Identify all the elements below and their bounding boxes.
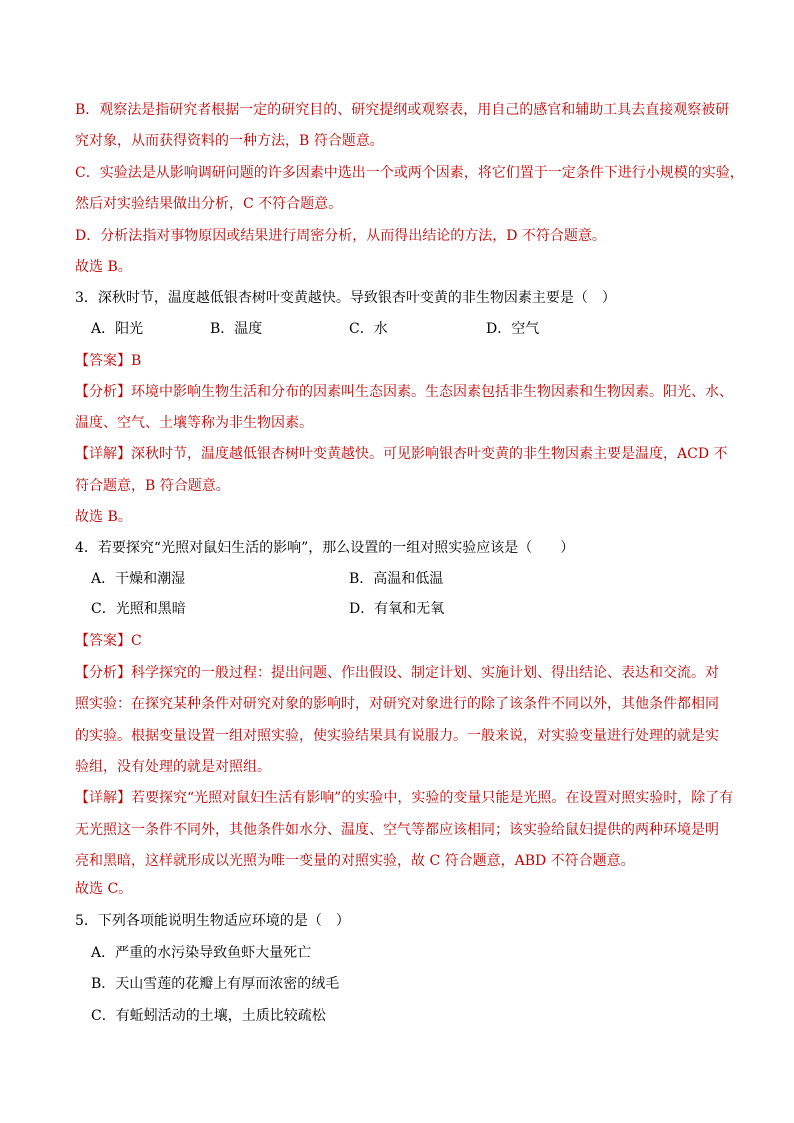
- detail-text: 深秋时节，温度越低银杏树叶变黄越快。可见影响银杏叶变黄的非生物因素主要是温度，ACD 不: [131, 446, 728, 462]
- question-4-analysis-line-2: 照实验：在探究某种条件对研究对象的影响时，对研究对象进行的除了该条件不同以外，其他条件都相同: [75, 696, 719, 712]
- answer-value: C: [131, 633, 142, 649]
- question-4-analysis-line-1: [75, 664, 725, 682]
- question-3-answer: [75, 352, 725, 370]
- question-3-detail-line-2: 符合题意，B 符合题意。: [75, 478, 230, 494]
- question-3-option-d: D．空气: [486, 321, 540, 337]
- analysis-tag: 【分析】: [75, 665, 131, 681]
- question-4-option-c: C．光照和黑暗: [91, 601, 186, 617]
- question-4-analysis-line-4: 验组，没有处理的就是对照组。: [75, 759, 271, 775]
- question-3-option-a: A．阳光: [91, 321, 144, 337]
- question-4-stem: 4．若要探究“光照对鼠妇生活的影响”，那么设置的一组对照实验应该是（ ）: [75, 540, 575, 556]
- question-4-detail-line-3: 亮和黑暗，这样就形成以光照为唯一变量的对照实验，故 C 符合题意，ABD 不符合题意。: [75, 853, 635, 869]
- analysis-option-c-line-1: C．实验法是从影响调研问题的许多因素中选出一个或两个因素，将它们置于一定条件下进行小规模的实验，: [75, 165, 744, 181]
- question-4-detail-line-2: 无光照这一条件不同外，其他条件如水分、温度、空气等都应该相同；该实验给鼠妇提供的两种环境是明: [75, 822, 719, 838]
- question-5-option-a: A．严重的水污染导致鱼虾大量死亡: [91, 945, 312, 961]
- analysis-option-b-line-1: B．观察法是指研究者根据一定的研究目的、研究提纲或观察表，用自己的感官和辅助工具去直接观察被研: [75, 102, 730, 118]
- answer-tag: 【答案】: [75, 633, 131, 649]
- question-4-option-b: B．高温和低温: [349, 571, 444, 587]
- question-5-option-c: C．有蚯蚓活动的土壤，土质比较疏松: [91, 1008, 326, 1024]
- question-3-analysis-line-2: 温度、空气、土壤等称为非生物因素。: [75, 415, 313, 431]
- analysis-option-c-line-2: 然后对实验结果做出分析，C 不符合题意。: [75, 196, 343, 212]
- analysis-option-b-line-2: 究对象，从而获得资料的一种方法，B 符合题意。: [75, 133, 384, 149]
- detail-tag: 【详解】: [75, 446, 131, 462]
- question-5-option-b: B．天山雪莲的花瓣上有厚而浓密的绒毛: [91, 976, 340, 992]
- prev-conclusion: 故选 B。: [75, 259, 132, 275]
- question-4-answer: [75, 632, 725, 650]
- question-3-option-b: B．温度: [210, 321, 263, 337]
- question-3-option-c: C．水: [349, 321, 388, 337]
- question-4-conclusion: 故选 C。: [75, 881, 133, 897]
- question-3-stem: 3．深秋时节，温度越低银杏树叶变黄越快。导致银杏叶变黄的非生物因素主要是（ ）: [75, 290, 616, 306]
- detail-text: 若要探究“光照对鼠妇生活有影响”的实验中，实验的变量只能是光照。在设置对照实验时，除了有: [131, 790, 734, 806]
- question-3-analysis-line-1: [75, 383, 733, 401]
- analysis-option-d-line-1: D．分析法指对事物原因或结果进行周密分析，从而得出结论的方法，D 不符合题意。: [75, 228, 606, 244]
- analysis-text: 科学探究的一般过程：提出问题、作出假设、制定计划、实施计划、得出结论、表达和交流。对: [131, 665, 719, 681]
- question-3-conclusion: 故选 B。: [75, 509, 132, 525]
- answer-value: B: [131, 353, 142, 369]
- detail-tag: 【详解】: [75, 790, 131, 806]
- question-4-analysis-line-3: 的实验。根据变量设置一组对照实验，使实验结果具有说服力。一般来说，对实验变量进行处理的就是实: [75, 728, 719, 744]
- question-4-option-d: D．有氧和无氧: [349, 601, 445, 617]
- question-5-stem: 5．下列各项能说明生物适应环境的是（ ）: [75, 913, 350, 929]
- question-3-detail-line-1: [75, 445, 728, 463]
- question-4-detail-line-1: [75, 789, 734, 807]
- analysis-text: 环境中影响生物生活和分布的因素叫生态因素。生态因素包括非生物因素和生物因素。阳光、水、: [131, 384, 733, 400]
- answer-tag: 【答案】: [75, 353, 131, 369]
- analysis-tag: 【分析】: [75, 384, 131, 400]
- question-4-option-a: A．干燥和潮湿: [91, 571, 186, 587]
